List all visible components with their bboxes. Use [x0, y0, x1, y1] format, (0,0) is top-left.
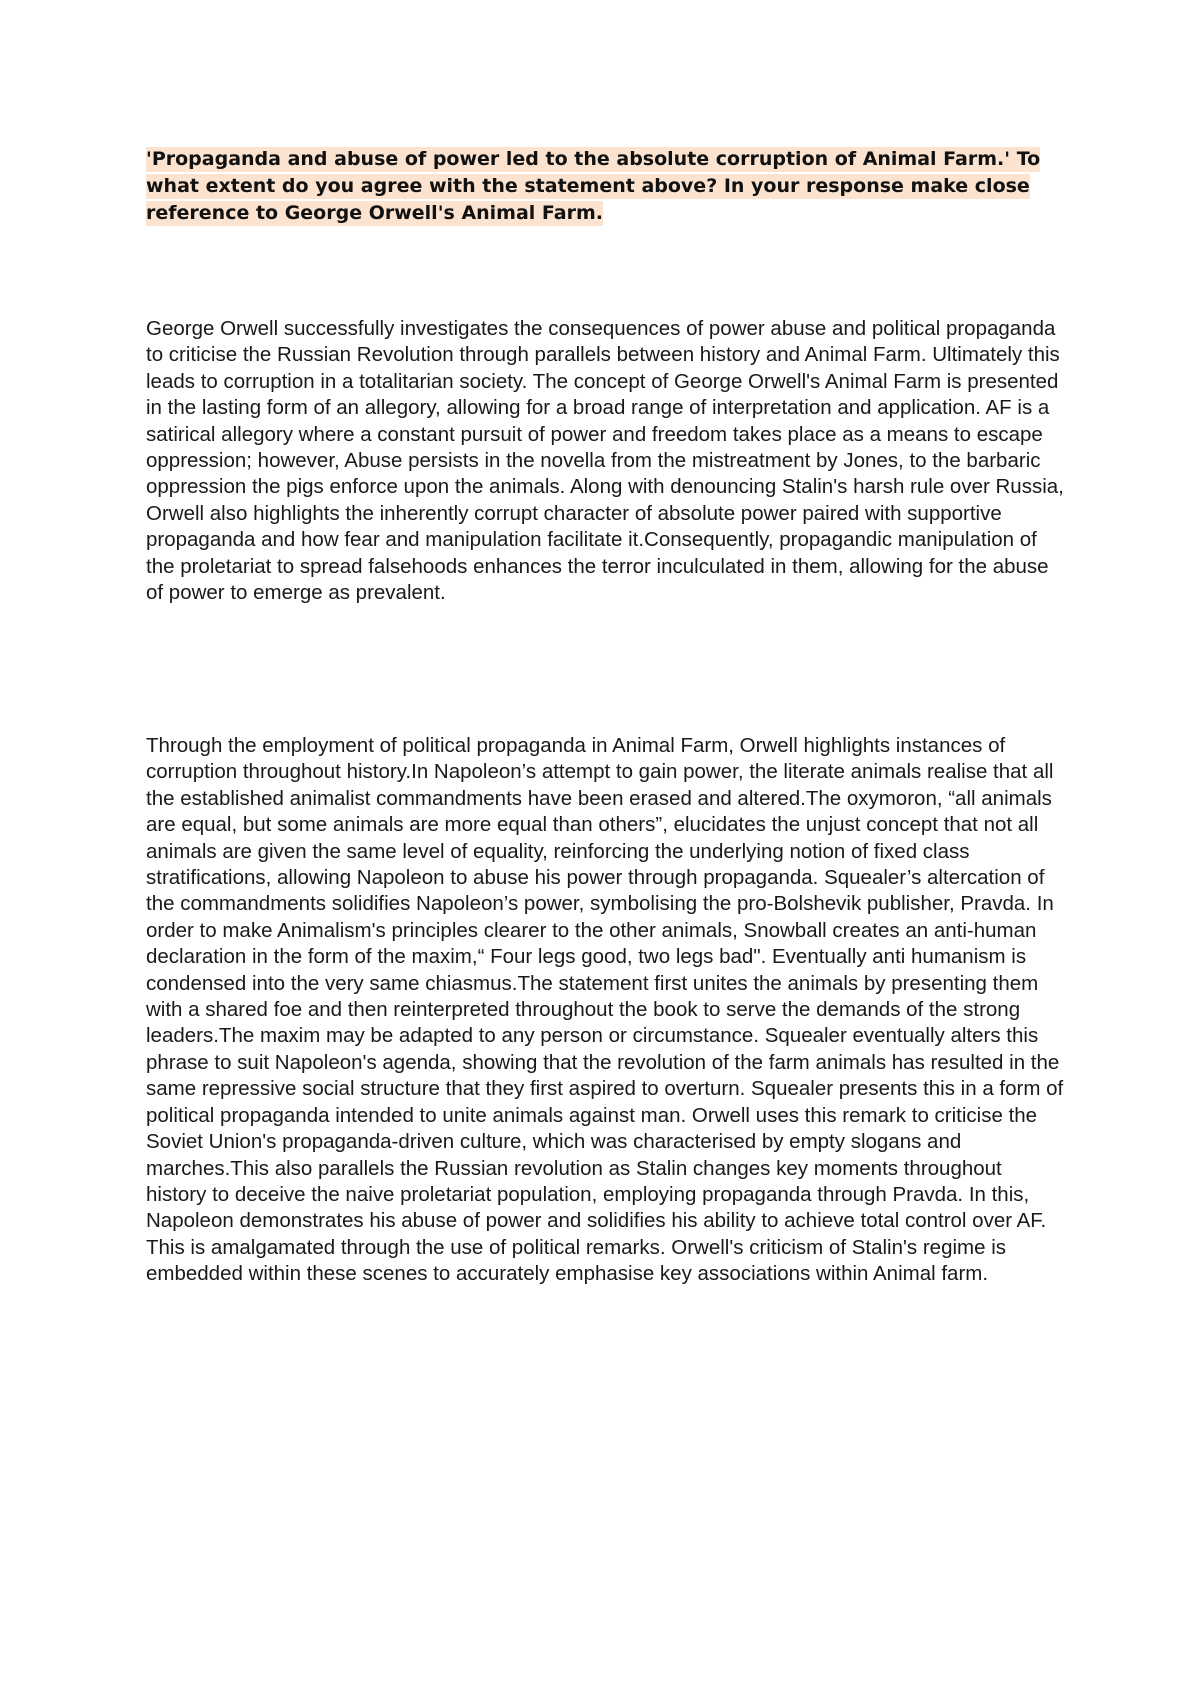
question-highlight: 'Propaganda and abuse of power led to the absolute corruption of Animal Farm.' To what extent do you agree with the statement above? In your response make close reference to George Orwell's Animal Farm.: [146, 148, 1041, 224]
essay-question: [146, 146, 1046, 227]
body-paragraph-2: Through the employment of political propaganda in Animal Farm, Orwell highlights instances of corruption throughout history.In Napoleon’s attempt to gain power, the literate animals realise that all the established animalist commandments have been erased and altered.The oxymoron, “all animals are equal, but some animals are more equal than others”, elucidates the unjust concept that not all animals are given the same level of equality, reinforcing the underlying notion of fixed class stratifications, allowing Napoleon to abuse his power through propaganda. Squealer’s altercation of the commandments solidifies Napoleon’s power, symbolising the pro-Bolshevik publisher, Pravda. In order to make Animalism's principles clearer to the other animals, Snowball creates an anti-human declaration in the form of the maxim,“ Four legs good, two legs bad". Eventually anti humanism is condensed into the very same chiasmus.The statement first unites the animals by presenting them with a shared foe and then reinterpreted throughout the book to serve the demands of the strong leaders.The maxim may be adapted to any person or circumstance. Squealer eventually alters this phrase to suit Napoleon's agenda, showing that the revolution of the farm animals has resulted in the same repressive social structure that they first aspired to overturn. Squealer presents this in a form of political propaganda intended to unite animals against man. Orwell uses this remark to criticise the Soviet Union's propaganda-driven culture, which was characterised by empty slogans and marches.This also parallels the Russian revolution as Stalin changes key moments throughout history to deceive the naive proletariat population, employing propaganda through Pravda. In this, Napoleon demonstrates his abuse of power and solidifies his ability to achieve total control over AF. This is amalgamated through the use of political remarks. Orwell's criticism of Stalin's regime is embedded within these scenes to accurately emphasise key associations within Animal farm.: [146, 734, 1064, 1286]
body-paragraph-1: George Orwell successfully investigates the consequences of power abuse and political propaganda to criticise the Russian Revolution through parallels between history and Animal Farm. Ultimately this leads to corruption in a totalitarian society. The concept of George Orwell's Animal Farm is presented in the lasting form of an allegory, allowing for a broad range of interpretation and application. AF is a satirical allegory where a constant pursuit of power and freedom takes place as a means to escape oppression; however, Abuse persists in the novella from the mistreatment by Jones, to the barbaric oppression the pigs enforce upon the animals. Along with denouncing Stalin's harsh rule over Russia, Orwell also highlights the inherently corrupt character of absolute power paired with supportive propaganda and how fear and manipulation facilitate it.Consequently, propagandic manipulation of the proletariat to spread falsehoods enhances the terror inculculated in them, allowing for the abuse of power to emerge as prevalent.: [146, 317, 1064, 605]
